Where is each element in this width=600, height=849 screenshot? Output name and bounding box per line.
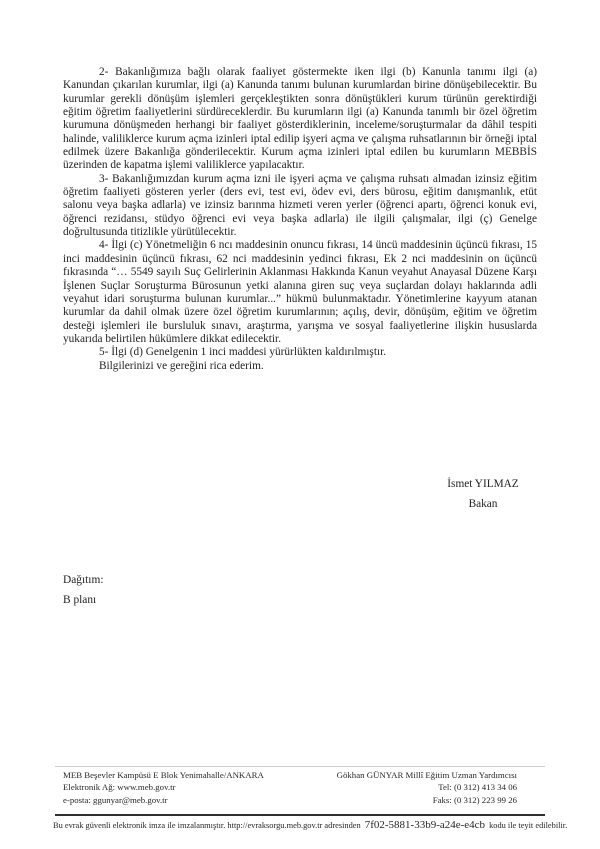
footer-email: e-posta: ggunyar@meb.gov.tr <box>63 794 168 805</box>
verification-prefix: Bu evrak güvenli elektronik imza ile imzalanmıştır. http://evraksorgu.meb.gov.tr adresinden <box>53 821 361 830</box>
paragraph-2: 2- Bakanlığımıza bağlı olarak faaliyet göstermekte iken ilgi (b) Kanunla tanımı ilgi (a) Kanundan çıkarılan kurumlar, ilgi (a) Kanunda tanımı bulunan kurumlardan birine dönüşebilecektir. Bu kurumlar gerekli dönüşüm işlemleri gerçekleştikten sonra dönüştükleri kurum türünün gerektirdiği eğitim öğretim faaliyetlerini sürdüreceklerdir. Bu kurumların ilgi (a) Kanunda tanımlı bir özel öğretim kurumuna dönüşmeden herhangi bir faaliyet gösterdiklerinin, inceleme/soruşturmalar da dâhil tespiti halinde, valiliklerce kurum açma izinleri iptal edilip işyeri açma ve çalışma ruhsatlarının bir örneği iptal edilmek üzere Bakanlığa gönderilecektir. Kurum açma izinleri iptal edilen bu kurumların MEBBİS üzerinden de kapatma işlemi valiliklerce yapılacaktır. <box>63 66 537 172</box>
paragraph-3: 3- Bakanlığımızdan kurum açma izni ile işyeri açma ve çalışma ruhsatı almadan izinsiz eğitim öğretim faaliyeti gösteren yerler (ders evi, test evi, ödev evi, ders bürosu, eğitim danışmanlık, etüt salonu veya başka adlarla) ve izinsiz barınma hizmeti veren yerler (öğrenci apartı, öğrenci konuk evi, öğrenci rezidansı, stüdyo öğrenci evi veya başka adlarla) ile ilgili çalışmalar, ilgi (ç) Genelge doğrultusunda titizlikle yürütülecektir. <box>63 172 537 239</box>
signature-block <box>408 475 558 514</box>
paragraph-5: 5- İlgi (d) Genelgenin 1 inci maddesi yürürlükten kaldırılmıştır. <box>99 346 387 359</box>
footer-contact-block <box>337 769 517 806</box>
closing-line: Bilgilerinizi ve gereğini rica ederim. <box>99 359 264 372</box>
distribution-label: Dağıtım: <box>63 574 104 586</box>
signature-title: Bakan <box>468 497 498 510</box>
footer-website: Elektronik Ağ: www.meb.gov.tr <box>63 782 176 793</box>
verification-code: 7f02-5881-33b9-a24e-e4cb <box>364 819 486 831</box>
letter-body <box>63 66 537 373</box>
footer-address-block <box>63 769 264 806</box>
footer-top-divider <box>55 766 545 767</box>
footer-fax: Faks: (0 312) 223 99 26 <box>432 794 517 805</box>
footer-contact-name: Gökhan GÜNYAR Millî Eğitim Uzman Yardımcısı <box>336 770 517 780</box>
footer-phone: Tel: (0 312) 413 34 06 <box>438 782 517 793</box>
verification-suffix: kodu ile teyit edilebilir. <box>489 821 568 830</box>
distribution-block <box>63 571 104 610</box>
paragraph-4: 4- İlgi (c) Yönetmeliğin 6 ncı maddesinin onuncu fıkrası, 14 üncü maddesinin üçüncü fıkrası, 15 inci maddesinin üçüncü fıkrası, 62 nci maddesinin yedinci fıkrası, Ek 2 nci maddesinin on üçüncü fıkrasında “… 5549 sayılı Suç Gelirlerinin Aklanması Hakkında Kanun veyahut Anayasal Düzene Karşı İşlenen Suçlar Soruşturma Bürosunun yetki alanına giren suç veya suçlardan dolayı haklarında adli veyahut idari soruşturma bulunan kurumlar...” hükmü bulunmaktadır. Yönetimlerine kayyum atanan kurumlar da dahil olmak üzere özel öğretim kurumlarının; açılış, devir, dönüşüm, eğitim ve öğretim desteği işlemleri ile bursluluk sınavı, araştırma, yarışma ve sosyal faaliyetlerine ilişkin hususlarda yukarıda belirtilen hükümlere dikkat edilecektir. <box>63 239 537 345</box>
verification-line <box>53 819 568 831</box>
footer-address: MEB Beşevler Kampüsü E Blok Yenimahalle/ANKARA <box>63 770 264 780</box>
footer-bottom-divider <box>55 814 545 816</box>
distribution-plan: B planı <box>63 593 97 606</box>
signature-name: İsmet YILMAZ <box>447 478 519 490</box>
